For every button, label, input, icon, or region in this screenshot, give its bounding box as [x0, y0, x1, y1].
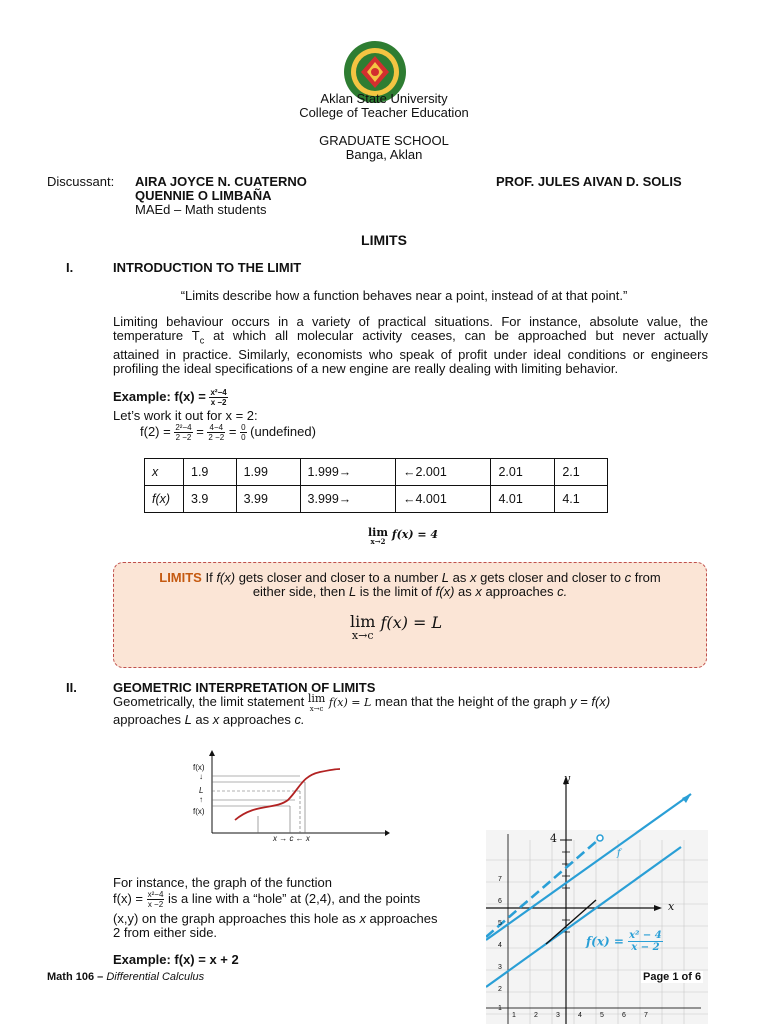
definition-line-1 [114, 570, 706, 585]
professor-name: PROF. JULES AIVAN D. SOLIS [496, 174, 682, 189]
inline-lim-sub: x→c [309, 705, 324, 713]
figure-label-arrow-down: ↓ [199, 772, 203, 781]
definition-text: x [469, 570, 477, 585]
table-cell: f(x) [145, 486, 184, 513]
definition-text: c. [557, 584, 568, 599]
definition-text: f(x) [435, 584, 455, 599]
example-1-num: x²−4 [210, 388, 227, 397]
f2-frac1-den: 2 −2 [175, 433, 192, 442]
instance-text: is a line with a “hole” at (2,4), and the points [164, 890, 421, 906]
grid-y-label: 7 [498, 876, 502, 883]
definition-text: as [454, 584, 476, 599]
graph-f-label: f [617, 848, 621, 859]
example-1-fraction [209, 388, 227, 407]
paragraph-line-3: attained in practice. Similarly, economists who speak of profit under ideal conditions or engineers [113, 346, 708, 362]
instance-text: f(x) = [113, 890, 143, 906]
f2-evaluation [140, 423, 316, 442]
instance-den: x −2 [147, 900, 164, 909]
instance-num: x²−4 [147, 890, 164, 899]
table-cell: 3.9 [184, 486, 237, 513]
section1-quote: “Limits describe how a function behaves near a point, instead of at that point.” [180, 288, 628, 303]
f2-frac1-num: 2²−4 [175, 423, 192, 432]
f2-eq-2: = [228, 423, 237, 439]
table-cell: 3.99 [236, 486, 300, 513]
example-2: Example: f(x) = x + 2 [113, 952, 239, 967]
footer-course [47, 971, 204, 983]
paragraph-line-4: profiling the ideal specifications of a new engine are really dealing with limiting behavior. [113, 360, 619, 376]
table-cell: 4.01 [491, 486, 555, 513]
grid-y-label: 1 [498, 1005, 502, 1012]
section2-text: as [191, 712, 213, 727]
example-1 [113, 388, 228, 407]
discussant-label: Discussant: [47, 174, 115, 189]
figure-label-arrow-up: ↑ [199, 795, 203, 804]
section2-line-1 [113, 694, 610, 714]
graph-formula-lhs: f(x) = [586, 934, 624, 949]
grid-y-label: 3 [498, 964, 502, 971]
figure-label-fx-top: f(x) [193, 763, 205, 772]
f2-fraction-3 [240, 423, 246, 442]
function-graph [486, 772, 708, 1024]
f2-undefined: (undefined) [250, 423, 316, 439]
grid-x-label: 7 [644, 1012, 648, 1019]
table-row [145, 486, 608, 513]
grid-x-label: 4 [578, 1012, 582, 1019]
example-1-label: Example: f(x) = [113, 388, 206, 404]
graph-formula-num: x² − 4 [629, 930, 662, 941]
f2-frac3-den: 0 [241, 433, 246, 442]
table-cell: 3.999→ [300, 486, 395, 513]
table-row [145, 459, 608, 486]
work-line: Let’s work it out for x = 2: [113, 408, 258, 423]
footer-course-code: Math 106 – [47, 971, 107, 983]
discussant-program: MAEd – Math students [135, 202, 267, 217]
table-cell: 1.9 [184, 459, 237, 486]
inline-lim: lim [307, 692, 326, 705]
grid-y-label: 4 [498, 942, 502, 949]
f2-label: f(2) = [140, 423, 171, 439]
limit-result-expr: f(x) = 4 [391, 528, 439, 541]
definition-text: c [624, 570, 632, 585]
section1-number: I. [66, 260, 74, 275]
definition-term: LIMITS [159, 570, 202, 585]
discussant-name-2: QUENNIE O LIMBAÑA [135, 188, 272, 203]
definition-text: either side, then [252, 584, 349, 599]
table-cell: ←4.001 [395, 486, 490, 513]
definition-text: gets closer and closer to [476, 570, 625, 585]
f2-eq-1: = [196, 423, 204, 439]
limit-result-lim: lim [368, 526, 388, 539]
formula-sub: x→c [351, 629, 374, 642]
definition-formula [350, 613, 442, 641]
definition-text: is the limit of [356, 584, 436, 599]
temperature-subscript: c [199, 335, 205, 346]
paragraph-line-1: Limiting behaviour occurs in a variety of practical situations. For instance, absolute value, the [113, 314, 708, 329]
table-cell: 1.99 [236, 459, 300, 486]
definition-text: gets closer and closer to a number [235, 570, 442, 585]
f2-frac2-den: 2 −2 [208, 433, 225, 442]
section1-paragraph [113, 315, 708, 376]
section1-heading: INTRODUCTION TO THE LIMIT [113, 260, 302, 275]
discussant-name-1: AIRA JOYCE N. CUATERNO [135, 174, 307, 189]
section2-number: II. [66, 680, 77, 695]
header-university: Aklan State University [320, 91, 448, 106]
limit-result [368, 528, 438, 546]
limit-result-sub: x→2 [370, 537, 386, 546]
instance-line-1: For instance, the graph of the function [113, 875, 332, 890]
page-title: LIMITS [361, 232, 407, 248]
definition-text: x [475, 584, 482, 599]
f2-frac2-num: 4−4 [207, 423, 225, 433]
footer-course-title: Differential Calculus [106, 971, 205, 983]
instance-text: approaches [365, 911, 438, 926]
values-table [144, 458, 608, 513]
definition-line-2 [114, 584, 706, 599]
figure-label-fx-bottom: f(x) [193, 807, 205, 816]
table-cell: 4.1 [555, 486, 608, 513]
instance-line-3 [113, 911, 438, 926]
grid-y-label: 6 [498, 898, 502, 905]
paragraph-line-2 [113, 329, 708, 348]
grid-x-label: 1 [512, 1012, 516, 1019]
grid-x-label: 6 [622, 1012, 626, 1019]
instance-text: x [359, 911, 366, 926]
definition-text: If [201, 570, 217, 585]
graph-formula-fraction [628, 930, 663, 953]
grid-x-label: 5 [600, 1012, 604, 1019]
section2-text: x [212, 712, 220, 727]
section2-text: c. [294, 712, 305, 727]
section2-line-2 [113, 712, 305, 727]
f2-fraction-1 [174, 423, 192, 442]
f2-frac3-num: 0 [241, 423, 246, 432]
section2-text: approaches [219, 712, 295, 727]
header-school: GRADUATE SCHOOL [319, 133, 449, 148]
grid-x-label: 3 [556, 1012, 560, 1019]
paragraph-line-2a: temperature T [113, 328, 200, 343]
figure-x-axis-label: x → c ← x [273, 834, 310, 843]
section2-heading: GEOMETRIC INTERPRETATION OF LIMITS [113, 680, 376, 695]
inline-lim-expr: f(x) = L [328, 696, 372, 709]
definition-text: L [441, 570, 449, 585]
definition-text: f(x) [216, 570, 236, 585]
definition-text: from [631, 570, 661, 585]
table-cell: x [145, 459, 184, 486]
graph-formula-den: x − 2 [631, 942, 660, 953]
graph-four-label: 4 [550, 832, 557, 845]
header-college: College of Teacher Education [299, 105, 469, 120]
paragraph-line-2b: at which all molecular activity ceases, can be approached but never actually [204, 328, 708, 343]
section2-text: mean that the height of the graph [371, 694, 571, 709]
limit-figure [190, 748, 390, 848]
definition-box [113, 562, 707, 668]
grid-y-label: 5 [498, 920, 502, 927]
instance-line-4: 2 from either side. [113, 925, 218, 940]
table-cell: 2.1 [555, 459, 608, 486]
header-location: Banga, Aklan [345, 147, 423, 162]
instance-fraction [147, 890, 165, 909]
section2-text: y = f(x) [570, 694, 611, 709]
formula-lim: lim [350, 612, 376, 631]
definition-text: as [449, 570, 470, 585]
graph-y-label: y [564, 772, 571, 785]
definition-text: approaches [481, 584, 558, 599]
figure-label-L: L [199, 786, 204, 795]
section2-text: approaches [113, 712, 185, 727]
table-cell: 1.999→ [300, 459, 395, 486]
grid-x-label: 2 [534, 1012, 538, 1019]
f2-fraction-2 [207, 423, 225, 442]
graph-x-label: x [668, 900, 675, 913]
section2-text: Geometrically, the limit statement [113, 694, 308, 709]
example-1-den: x −2 [210, 398, 227, 407]
table-cell: ←2.001 [395, 459, 490, 486]
instance-text: (x,y) on the graph approaches this hole as [113, 911, 360, 926]
graph-formula [586, 930, 663, 953]
formula-expr: f(x) = L [380, 613, 443, 632]
footer-page-number: Page 1 of 6 [643, 971, 702, 983]
section2-text: L [184, 712, 192, 727]
definition-text: L [348, 584, 357, 599]
instance-line-2 [113, 890, 420, 909]
table-cell: 2.01 [491, 459, 555, 486]
grid-y-label: 2 [498, 986, 502, 993]
